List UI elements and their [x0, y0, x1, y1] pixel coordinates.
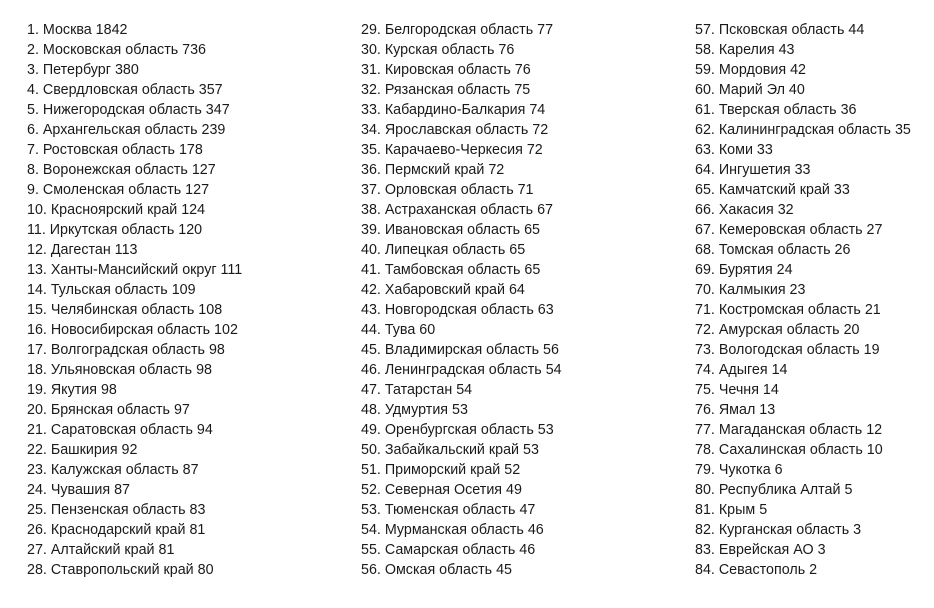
list-item: 47. Татарстан 54	[361, 382, 473, 398]
list-item: 58. Карелия 43	[695, 42, 795, 58]
list-item: 27. Алтайский край 81	[27, 542, 175, 558]
list-item: 66. Хакасия 32	[695, 202, 794, 218]
list-item: 72. Амурская область 20	[695, 322, 860, 338]
list-item: 52. Северная Осетия 49	[361, 482, 522, 498]
list-column-3	[695, 20, 911, 580]
list-item: 46. Ленинградская область 54	[361, 362, 562, 378]
list-item: 54. Мурманская область 46	[361, 522, 544, 538]
list-item: 73. Вологодская область 19	[695, 342, 880, 358]
list-item: 65. Камчатский край 33	[695, 182, 850, 198]
list-item: 44. Тува 60	[361, 322, 436, 338]
list-item: 75. Чечня 14	[695, 382, 779, 398]
list-item: 26. Краснодарский край 81	[27, 522, 206, 538]
list-item: 43. Новгородская область 63	[361, 302, 554, 318]
list-item: 29. Белгородская область 77	[361, 22, 554, 38]
list-item: 6. Архангельская область 239	[27, 122, 226, 138]
list-item: 13. Ханты-Мансийский округ 111	[27, 262, 243, 278]
list-item: 82. Курганская область 3	[695, 522, 862, 538]
list-item: 19. Якутия 98	[27, 382, 117, 398]
list-item: 51. Приморский край 52	[361, 462, 521, 478]
list-item: 78. Сахалинская область 10	[695, 442, 883, 458]
list-item: 67. Кемеровская область 27	[695, 222, 883, 238]
list-item: 53. Тюменская область 47	[361, 502, 536, 518]
list-item: 37. Орловская область 71	[361, 182, 534, 198]
list-item: 35. Карачаево-Черкесия 72	[361, 142, 543, 158]
list-item: 2. Московская область 736	[27, 42, 207, 58]
list-item: 20. Брянская область 97	[27, 402, 190, 418]
list-item: 18. Ульяновская область 98	[27, 362, 212, 378]
list-item: 84. Севастополь 2	[695, 562, 818, 578]
list-item: 63. Коми 33	[695, 142, 773, 158]
list-item: 79. Чукотка 6	[695, 462, 783, 478]
list-item: 14. Тульская область 109	[27, 282, 196, 298]
list-item: 45. Владимирская область 56	[361, 342, 559, 358]
list-item: 76. Ямал 13	[695, 402, 776, 418]
list-column-2	[361, 20, 562, 580]
list-item: 9. Смоленская область 127	[27, 182, 210, 198]
list-item: 59. Мордовия 42	[695, 62, 806, 78]
list-item: 49. Оренбургская область 53	[361, 422, 554, 438]
list-item: 3. Петербург 380	[27, 62, 139, 78]
list-item: 42. Хабаровский край 64	[361, 282, 525, 298]
list-item: 39. Ивановская область 65	[361, 222, 540, 238]
list-item: 36. Пермский край 72	[361, 162, 505, 178]
list-item: 74. Адыгея 14	[695, 362, 788, 378]
list-item: 55. Самарская область 46	[361, 542, 536, 558]
list-item: 34. Ярославская область 72	[361, 122, 549, 138]
list-item: 10. Красноярский край 124	[27, 202, 206, 218]
list-item: 30. Курская область 76	[361, 42, 515, 58]
list-item: 8. Воронежская область 127	[27, 162, 216, 178]
list-item: 81. Крым 5	[695, 502, 768, 518]
list-item: 7. Ростовская область 178	[27, 142, 203, 158]
list-item: 61. Тверская область 36	[695, 102, 857, 118]
list-item: 23. Калужская область 87	[27, 462, 199, 478]
list-item: 50. Забайкальский край 53	[361, 442, 539, 458]
list-item: 31. Кировская область 76	[361, 62, 531, 78]
list-item: 15. Челябинская область 108	[27, 302, 223, 318]
list-item: 21. Саратовская область 94	[27, 422, 213, 438]
list-item: 68. Томская область 26	[695, 242, 851, 258]
list-item: 24. Чувашия 87	[27, 482, 130, 498]
list-item: 41. Тамбовская область 65	[361, 262, 541, 278]
list-item: 17. Волгоградская область 98	[27, 342, 225, 358]
list-item: 60. Марий Эл 40	[695, 82, 805, 98]
list-item: 48. Удмуртия 53	[361, 402, 468, 418]
list-item: 38. Астраханская область 67	[361, 202, 554, 218]
list-item: 28. Ставропольский край 80	[27, 562, 214, 578]
list-item: 80. Республика Алтай 5	[695, 482, 853, 498]
list-item: 12. Дагестан 113	[27, 242, 138, 258]
list-item: 16. Новосибирская область 102	[27, 322, 238, 338]
list-item: 57. Псковская область 44	[695, 22, 865, 38]
list-column-1	[27, 20, 242, 580]
list-item: 33. Кабардино-Балкария 74	[361, 102, 546, 118]
list-item: 83. Еврейская АО 3	[695, 542, 826, 558]
list-item: 32. Рязанская область 75	[361, 82, 531, 98]
list-item: 77. Магаданская область 12	[695, 422, 883, 438]
list-item: 64. Ингушетия 33	[695, 162, 811, 178]
list-item: 56. Омская область 45	[361, 562, 512, 578]
list-item: 11. Иркутская область 120	[27, 222, 203, 238]
list-item: 69. Бурятия 24	[695, 262, 793, 278]
list-item: 1. Москва 1842	[27, 22, 128, 38]
list-item: 71. Костромская область 21	[695, 302, 881, 318]
list-item: 4. Свердловская область 357	[27, 82, 223, 98]
list-item: 70. Калмыкия 23	[695, 282, 806, 298]
list-item: 22. Башкирия 92	[27, 442, 138, 458]
list-item: 62. Калининградская область 35	[695, 122, 911, 138]
list-item: 40. Липецкая область 65	[361, 242, 526, 258]
list-item: 5. Нижегородская область 347	[27, 102, 230, 118]
list-item: 25. Пензенская область 83	[27, 502, 206, 518]
